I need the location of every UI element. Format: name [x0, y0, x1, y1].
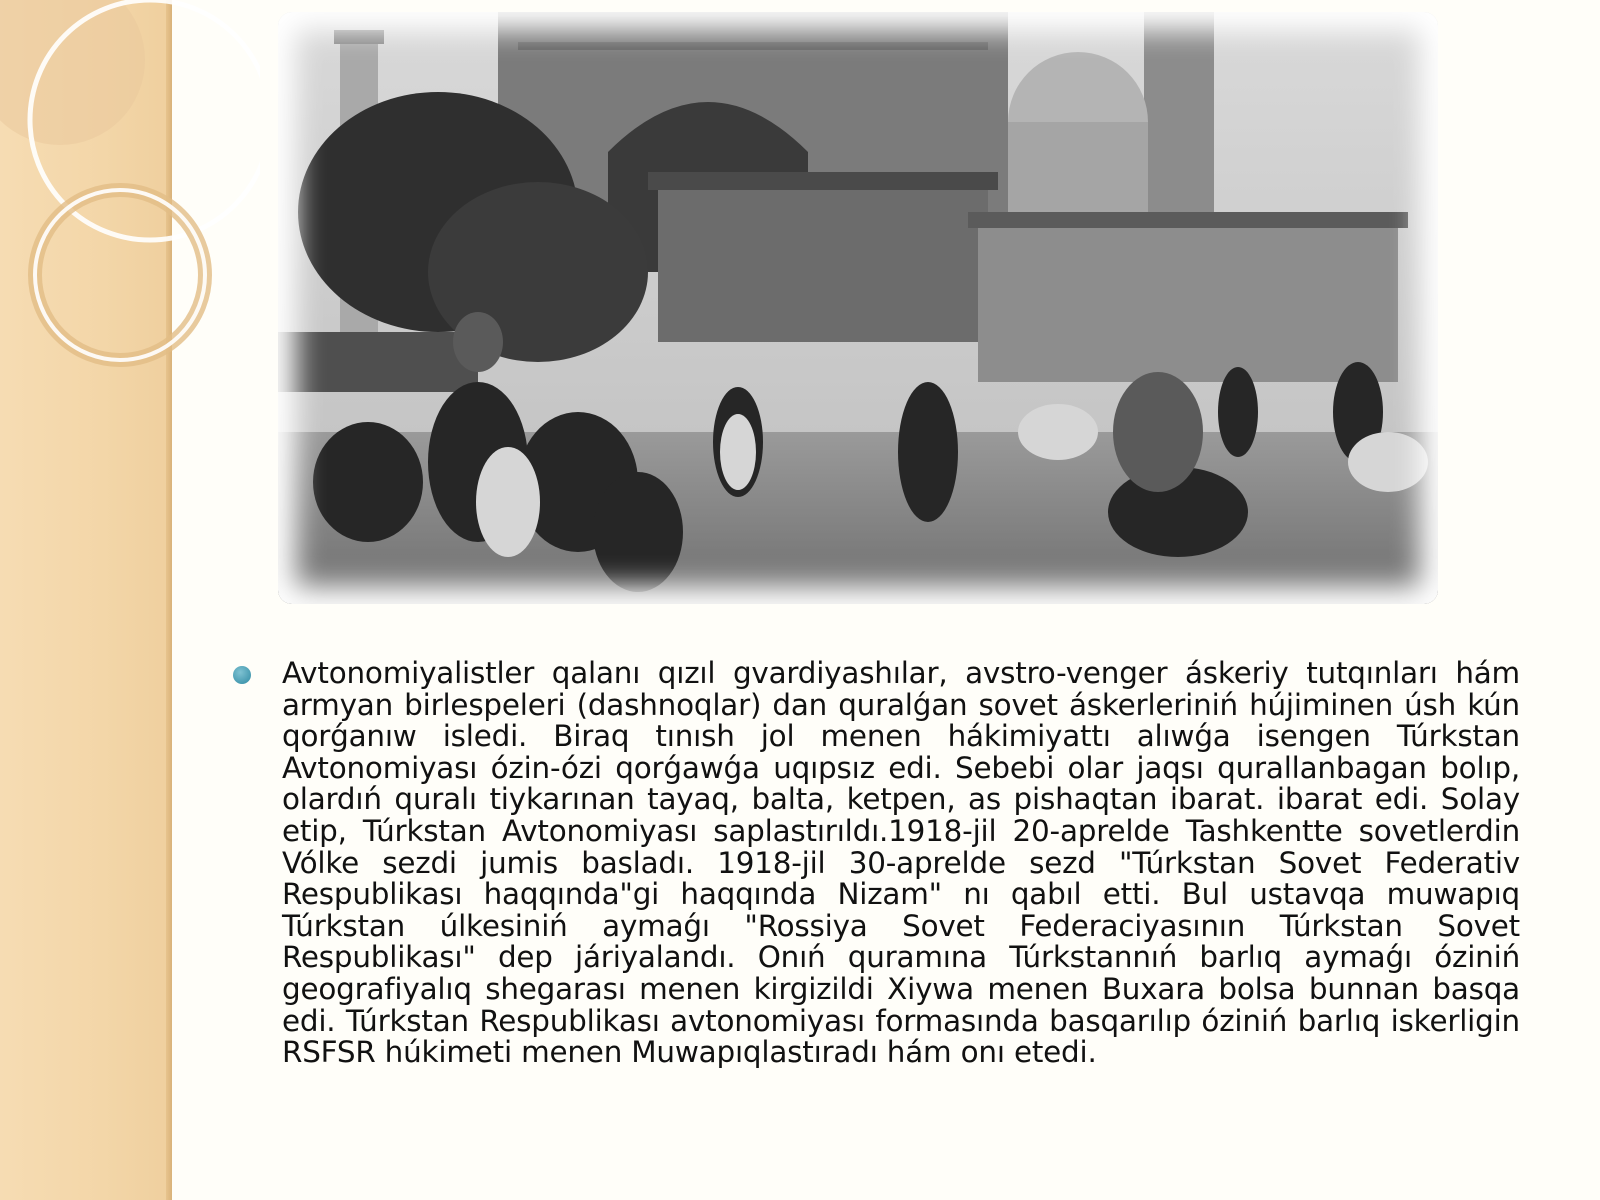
historic-market-photo-icon	[278, 12, 1438, 604]
decorative-rings-icon	[0, 0, 260, 420]
body-paragraph: Avtonomiyalistler qalanı qızıl gvardiyashılar, avstro-venger áskeriy tutqınları hám armyan birlespeleri (dashnoqlar) dan quralǵan sovet áskerleriniń hújiminen úsh kún qorǵanıw isledi. Biraq tınısh jol menen hákimiyattı alıwǵa isengen Túrkstan Avtonomiyası ózin-ózi qorǵawǵa uqıpsız edi. Sebebi olar jaqsı qurallanbagan bolıp, olardıń quralı tiykarınan tayaq, balta, ketpen, as pishaqtan ibarat. ibarat edi. Solay etip, Túrkstan Avtonomiyası saplastırıldı.1918-jil 20-aprelde Tashkentte sovetlerdin Vólke sezdi jumis basladı. 1918-jil 30-aprelde sezd "Túrkstan Sovet Federativ Respublikası haqqında"gi haqqında Nizam" nı qabıl etti. Bul ustavqa muwapıq Túrkstan úlkesiniń aymaǵı "Rossiya Sovet Federaciyasının Túrkstan Sovet Respublikası" dep járiyalandı. Onıń quramına Túrkstannıń barlıq aymaǵı óziniń geografiyalıq shegarası menen kirgizildi Xiywa menen Buxara bolsa bunnan basqa edi. Túrkstan Respublikası avtonomiyası formasında basqarılıp óziniń barlıq iskerligin RSFSR húkimeti menen Muwapıqlastıradı hám onı etedi.	[282, 656, 1520, 1070]
bullet-point-icon	[233, 666, 251, 684]
archival-photo	[278, 12, 1438, 604]
